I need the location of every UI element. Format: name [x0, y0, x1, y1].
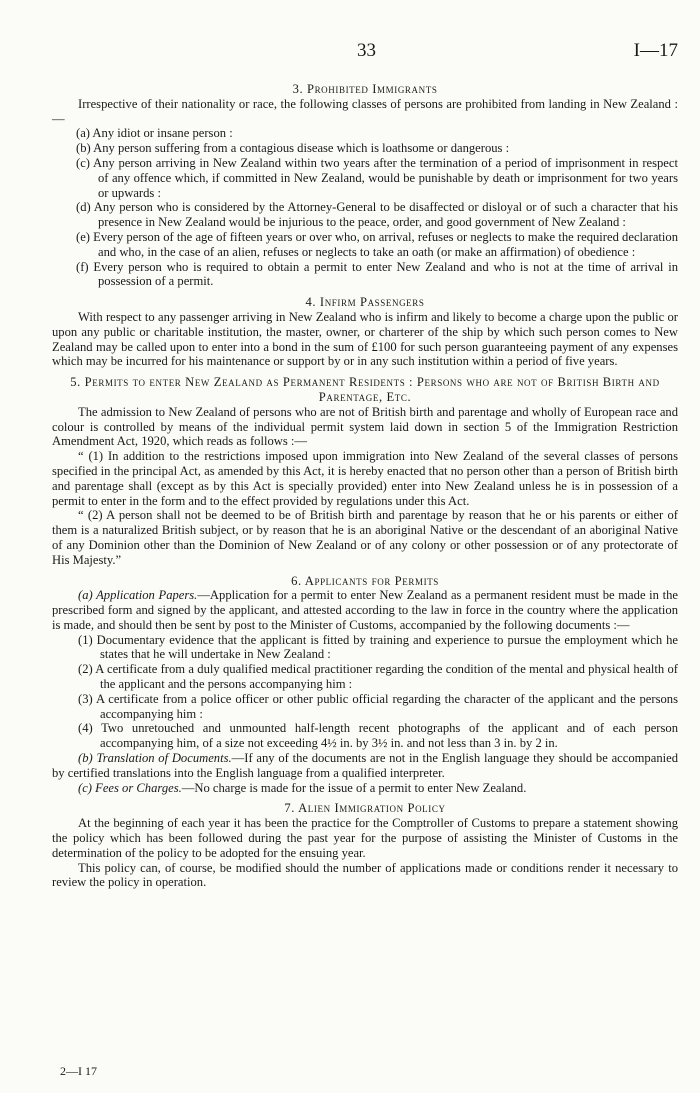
section-5-quote-1: “ (1) In addition to the restrictions imposed upon immigration into New Zealand of the several classes of persons specified in the principal Act, as amended by this Act, it is hereby enacted that no person other than a person of British birth and parentage shall (except as by this Act is specially provided) enter into New Zealand unless he is in possession of a permit to enter in the form and to the effect provided by regulations under this Act. — [52, 449, 678, 508]
page-header — [0, 40, 700, 64]
section-5-intro: The admission to New Zealand of persons who are not of British birth and parentage and wholly of European race and colour is controlled by means of the individual permit system laid down in section 5 of the Immigration Restriction Amendment Act, 1920, which reads as follows :— — [52, 404, 678, 449]
page-body — [52, 82, 678, 890]
section-4-text: With respect to any passenger arriving in New Zealand who is infirm and likely to become a charge upon the public or upon any public or charitable institution, the master, owner, or charterer of the ship by which such person comes to New Zealand may be called upon to enter into a bond in the sum of £100 for such person guaranteeing payment of any expenses which may be incurred for his maintenance or support by or in any such institution within a period of five years. — [52, 309, 678, 369]
section-heading-3: 3. Prohibited Immigrants — [292, 82, 438, 96]
list-item: (a) Any idiot or insane person : — [76, 126, 233, 141]
section-7-paragraph-2: This policy can, of course, be modified should the number of applications made or conditions render it necessary to review the policy in operation. — [52, 860, 678, 890]
list-item: (f) Every person who is required to obtain a permit to enter New Zealand and who is not at the time of arrival in possession of a permit. — [76, 259, 678, 289]
list-item: (2) A certificate from a duly qualified medical practitioner regarding the condition of the mental and physical health of the applicant and the persons accompanying him : — [78, 662, 678, 692]
paragraph-text: —If any of the documents are not in the English language they should be accompanied by certified translations into the English language from a qualified interpreter. — [52, 751, 679, 780]
paragraph-text: —No charge is made for the issue of a permit to enter New Zealand. — [181, 780, 527, 795]
list-item: (3) A certificate from a police officer or other public official regarding the character of the applicant and the persons accompanying him : — [78, 691, 678, 721]
list-item: (b) Any person suffering from a contagious disease which is loathsome or dangerous : — [76, 141, 510, 156]
paragraph-fees — [52, 781, 678, 796]
section-heading-7: 7. Alien Immigration Policy — [284, 801, 446, 816]
section-heading-6: 6. Applicants for Permits — [291, 573, 439, 588]
list-item: (e) Every person of the age of fifteen years or over who, on arrival, refuses or neglects to make the required declaration and who, in the case of an alien, refuses or neglects to take an oath (or make an affirmation) of obedience : — [76, 229, 678, 259]
section-7-paragraph-1: At the beginning of each year it has been the practice for the Comptroller of Customs to prepare a statement showing the policy which has been followed during the past year for the purpose of assisting the Minister of Customs in the determination of the policy to be adopted for the ensuing year. — [52, 816, 678, 860]
paragraph-application-papers — [52, 588, 678, 632]
section-heading-4: 4. Infirm Passengers — [305, 295, 425, 310]
list-item: (4) Two unretouched and unmounted half-length recent photographs of the applicant and of each person accompanying him, of a size not exceeding 4½ in. by 3½ in. and not less than 3 in. by 2 in. — [78, 721, 678, 751]
list-item: (1) Documentary evidence that the applicant is fitted by training and experience to pursue the employment which he states that he will undertake in New Zealand : — [78, 632, 678, 662]
list-item: (d) Any person who is considered by the Attorney-General to be disaffected or disloyal or of such a character that his presence in New Zealand would be injurious to the peace, order, and good government of New Zealand : — [76, 200, 678, 230]
subheading-label: (c) Fees or Charges. — [78, 780, 182, 795]
section-3-intro: Irrespective of their nationality or race, the following classes of persons are prohibited from landing in New Zealand :— — [52, 96, 678, 126]
section-heading-5: 5. Permits to enter New Zealand as Permanent Residents : Persons who are not of British Birth and Parentage, Etc. — [70, 375, 660, 404]
section-5-quote-2: “ (2) A person shall not be deemed to be of British birth and parentage by reason that he or his parents or either of them is a naturalized British subject, or by reason that he is an aboriginal Native or the descendant of an aboriginal Native of any Dominion other than the Dominion of New Zealand or of any colony or other possession or of any protectorate of His Majesty.” — [52, 508, 678, 567]
paragraph-text: —Application for a permit to enter New Zealand as a permanent resident must be made in the prescribed form and signed by the applicant, and attested according to the law in force in the country where the application is made, and should then be sent by post to the Minister of Customs, accompanied by the following documents :— — [52, 588, 678, 632]
subheading-label: (a) Application Papers. — [78, 588, 198, 603]
subheading-label: (b) Translation of Documents. — [78, 751, 232, 766]
list-item: (c) Any person arriving in New Zealand within two years after the termination of a period of imprisonment in respect of any offence which, if committed in New Zealand, would be punishable by death or imprisonment for two years or upwards : — [76, 155, 678, 200]
page-number: 33 — [357, 40, 376, 61]
document-reference: I—17 — [633, 40, 678, 61]
paragraph-translation — [52, 751, 678, 781]
signature-mark: 2—I 17 — [60, 1064, 97, 1078]
